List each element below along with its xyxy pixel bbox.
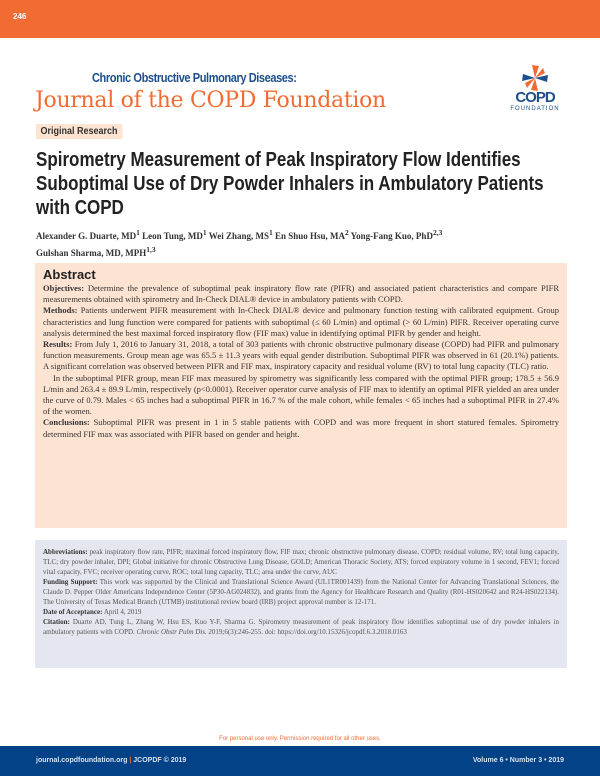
author: Yong-Fang Kuo, PhD$^{2,3}$ [350, 228, 443, 241]
logo-text: COPD [515, 89, 555, 106]
logo-subtext: FOUNDATION [510, 106, 560, 112]
abstract-conclusions: Conclusions: Suboptimal PIFR was present in 1 in 5 stable patients with COPD and was more frequent in short statured females. Spirometry determined FIF max was associated with PIFR based on gender and height. [43, 417, 559, 439]
abbreviations: Abbreviations: peak inspiratory flow rate, PIFR; maximal forced inspiratory flow, FIF max; chronic obstructive pulmonary disease, COPD; residual volume, RV; total lung capacity, TLC; dry powder inhaler, DPI; Global initiative for chronic Obstructive Lung Disease, GOLD; American Thoracic Society, ATS; forced expiratory volume in 1 second, FEV1; forced vital capacity, FVC; receiver operating curve, ROC; total lung capacity, TLC; area under the curve, AUC [43, 548, 560, 576]
article-metadata-box [35, 540, 567, 668]
citation: Citation: Duarte AD, Tung L, Zhang W, Hsu ES, Kuo Y-F, Sharma G. Spirometry measurement of peak inspiratory flow identifies suboptimal use of dry powder inhalers in ambulatory patients with COPD. Chronic Obstr Pulm Dis. 2019;6(3):246-255. doi: https://doi.org/10.15326/jcopdf.6.3.2018.0163 [43, 618, 560, 636]
footer-separator: | [129, 757, 132, 764]
pinwheel-icon [505, 64, 565, 92]
issue-info: Volume 6 • Number 3 • 2019 [472, 757, 564, 764]
abstract-box [35, 263, 567, 528]
author: Leon Tung, $MD^1$ [142, 228, 207, 241]
abstract-objectives: Objectives: Determine the prevalence of suboptimal peak inspiratory flow rate (PIFR) and associated patient characteristics and compare PIFR measurements obtained with spirometry and In-Check DIAL® device in ambulatory patients with COPD. [43, 283, 560, 305]
abstract-methods: Methods: Patients underwent PIFR measurement with In-Check DIAL® device and pulmonary function testing with calibrated equipment. Group characteristics and lung function were compared for patients with suboptimal (≤ 60 L/min) and optimal (> 60 L/min) PIFR. Receiver operating curve analysis determined the best maximal forced inspiratory flow (FIF max) value in identifying optimal PIFR by gender and height. [43, 305, 560, 338]
article-type-badge: Original Research [36, 124, 122, 139]
journal-title: Journal of the COPD Foundation [35, 88, 386, 113]
author: En Shuo Hsu, $MA^2$ [274, 228, 349, 241]
date-of-acceptance: Date of Acceptance: April 4, 2019 [43, 608, 142, 616]
page-number: 246 [13, 12, 27, 21]
author: Wei Zhang, $MS^1$ [208, 228, 273, 241]
title-line: Spirometry Measurement of Peak Inspiratory Flow Identifies [36, 149, 521, 171]
journal-url-link[interactable]: journal.copdfoundation.org [36, 757, 128, 764]
title-line: Suboptimal Use of Dry Powder Inhalers in Ambulatory Patients [36, 173, 544, 195]
author: Alexander G. Duarte, $MD^1$ [36, 228, 140, 241]
article-title [36, 148, 544, 220]
doi-link[interactable]: 2019;6(3):246-255. doi: https://doi.org/10.15326/jcopdf.6.3.2018.0163 [208, 628, 407, 636]
journal-subtitle: Chronic Obstructive Pulmonary Diseases: [92, 70, 297, 85]
usage-notice: For personal use only. Permission required for all other uses. [219, 736, 381, 742]
title-line: with COPD [36, 197, 124, 219]
copyright: JCOPDF © 2019 [133, 757, 187, 764]
abstract-heading: Abstract [43, 267, 96, 282]
top-bar [0, 0, 600, 38]
abstract-results-continued: In the suboptimal PIFR group, mean FIF max measured by spirometry was significantly less compared with the optimal PIFR group; 178.5 ± 56.9 L/min and 263.4 ± 89.9 L/min, respectively (p<0.0001). Receiver operator curve analysis of FIF max to identify an optimal PIFR yielded an area under the curve of 0.79. Males < 65 inches had a suboptimal PIFR in 16.7 % of the male cohort, while females < 65 inches had a suboptimal PIFR in 27.4% of the women. [43, 372, 559, 417]
author: Gulshan Sharma, MD, MPH$^{1,3}$ [36, 245, 156, 258]
copd-foundation-logo [505, 64, 570, 124]
author-list [36, 226, 556, 260]
footer-bar [0, 746, 600, 776]
abstract-results: Results: From July 1, 2016 to January 31, 2018, a total of 303 patients with chronic obstructive pulmonary disease (COPD) had PIFR and pulmonary function measurements. Group mean age was 65.5 ± 11.3 years with equal gender distribution. Suboptimal PIFR was observed in 61 (20.1%) patients. A significant correlation was observed between PIFR and FIF max, inspiratory capacity and residual volume (RV) to total lung capacity (TLC) ratio. [43, 339, 560, 372]
funding-support: Funding Support: This work was supported by the Clinical and Translational Science Award (UL1TR001439) from the National Center for Advancing Translational Sciences, the Claude D. Pepper Older Americans Independence Center (5P30-AG024832), and grants from the Agency for Healthcare Research and Quality (R01-HS020642 and R24-HS022134). The University of Texas Medical Branch (UTMB) institutional review board (IRB) project approval number is 12-171. [43, 578, 560, 606]
